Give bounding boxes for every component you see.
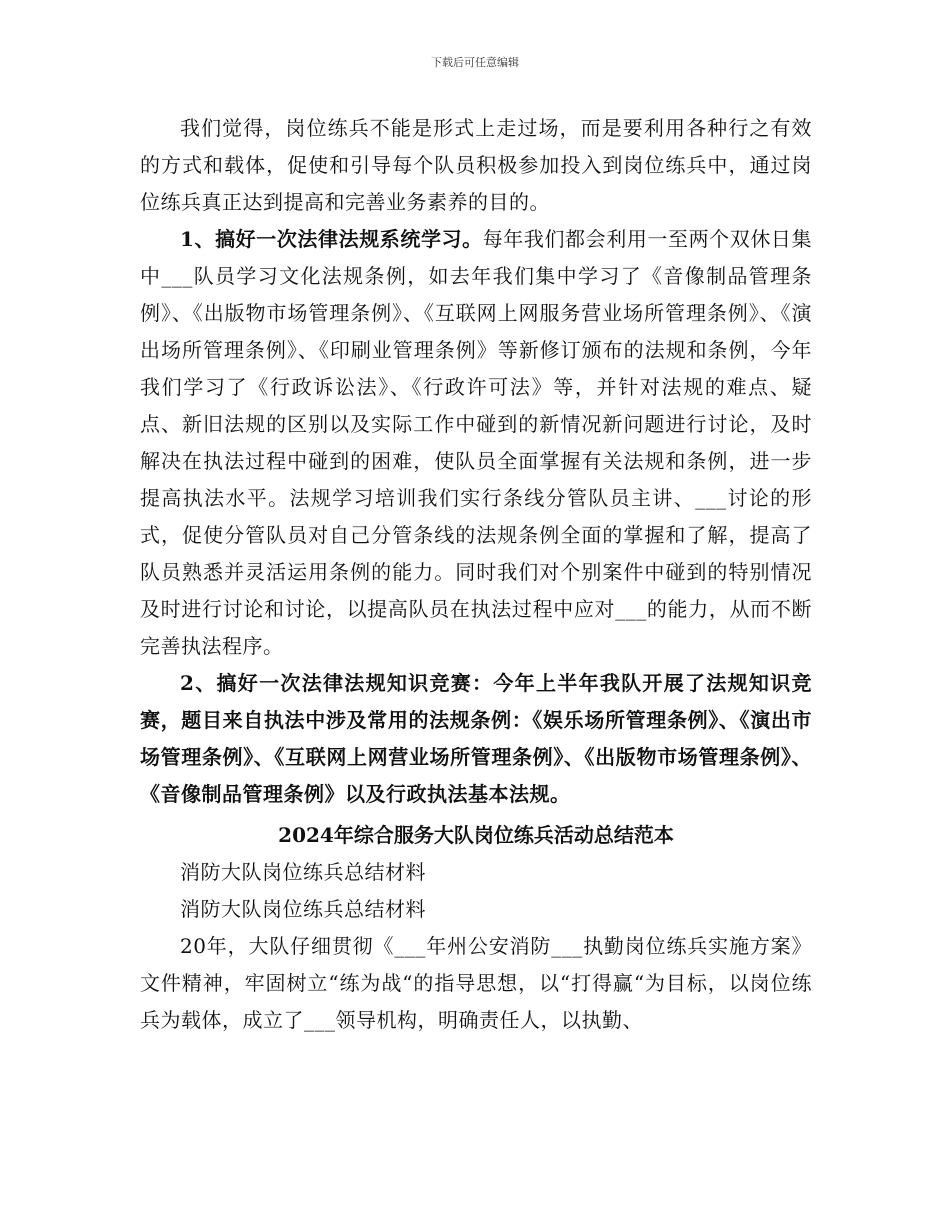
document-title: 2024年综合服务大队岗位练兵活动总结范本 — [278, 823, 674, 847]
paragraph-fire-brigade: 20年，大队仔细贯彻《___年州公安消防___执勤岗位练兵实施方案》文件精神，牢固树立“练为战“的指导思想，以“打得赢“为目标，以岗位练兵为载体，成立了___领导机构，明确责任人，以执勤、 — [140, 934, 812, 1032]
paragraph-intro: 我们觉得，岗位练兵不能是形式上走过场，而是要利用各种行之有效的方式和载体，促使和引导每个队员积极参加投入到岗位练兵中，通过岗位练兵真正达到提高和完善业务素养的目的。 — [140, 116, 812, 214]
page-header: 下载后可任意编辑 — [431, 56, 519, 69]
subtitle-line-1: 消防大队岗位练兵总结材料 — [180, 860, 426, 884]
paragraph-knowledge-contest: 2、搞好一次法律法规知识竞赛：今年上半年我队开展了法规知识竞赛，题目来自执法中涉及常用的法规条例：《娱乐场所管理条例》、《演出市场管理条例》、《互联网上网营业场所管理条例》、《出版物市场管理条例》、《音像制品管理条例》以及行政执法基本法规。 — [140, 671, 812, 806]
paragraph-law-study — [140, 221, 812, 665]
subtitle-line-2: 消防大队岗位练兵总结材料 — [180, 897, 426, 921]
paragraph-law-study-body: 每年我们都会利用一至两个双休日集中___队员学习文化法规条例，如去年我们集中学习了《音像制品管理条例》、《出版物市场管理条例》、《互联网上网服务营业场所管理条例》、《演出场所管理条例》、《印刷业管理条例》等新修订颁布的法规和条例，今年我们学习了《行政诉讼法》、《行政许可法》等，并针对法规的难点、疑点、新旧法规的区别以及实际工作中碰到的新情况新问题进行讨论，及时解决在执法过程中碰到的困难，使队员全面掌握有关法规和条例，进一步提高执法水平。法规学习培训我们实行条线分管队员主讲、___讨论的形式，促使分管队员对自己分管条线的法规条例全面的掌握和了解，提高了队员熟悉并灵活运用条例的能力。同时我们对个别案件中碰到的特别情况及时进行讨论和讨论，以提高队员在执法过程中应对___的能力，从而不断完善执法程序。 — [140, 227, 813, 658]
paragraph-law-study-heading: 1、搞好一次法律法规系统学习。 — [180, 227, 483, 251]
document-body — [140, 110, 812, 1039]
